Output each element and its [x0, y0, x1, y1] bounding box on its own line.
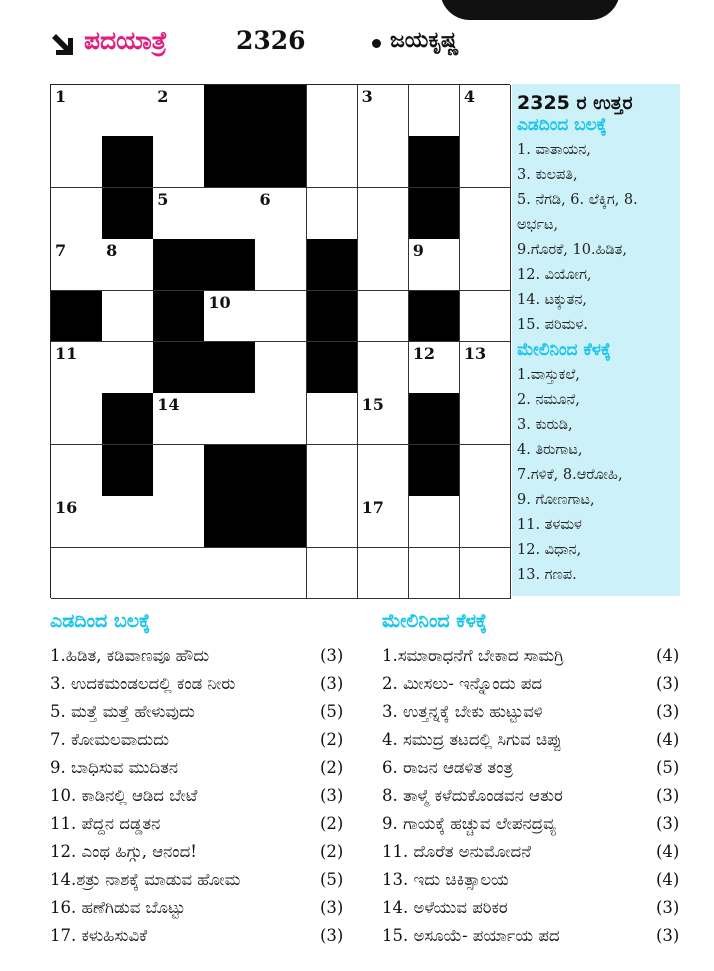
grid-cell[interactable]	[358, 548, 410, 600]
grid-cell[interactable]	[358, 291, 410, 343]
grid-cell-black	[102, 393, 154, 445]
grid-cell-black	[204, 85, 256, 137]
clue-length: (5)	[656, 758, 680, 777]
grid-cell[interactable]	[307, 445, 359, 497]
clue-length: (3)	[320, 926, 344, 945]
clue-row	[50, 898, 350, 926]
clue-row	[382, 898, 682, 926]
clue-number: 4	[463, 87, 476, 106]
answer-line: ಅರ್ಭಟ,	[517, 217, 559, 233]
crossword-grid	[50, 84, 510, 598]
grid-cell-black	[255, 445, 307, 497]
clue-row	[382, 730, 682, 758]
grid-cell-black	[409, 393, 461, 445]
clue-number: 14	[157, 395, 180, 415]
answers-down-heading: ಮೇಲಿನಿಂದ ಕೆಳಕ್ಕೆ	[517, 340, 611, 360]
grid-cell-black	[409, 136, 461, 188]
clue-text: 13. ಇದು ಚಿಕಿತ್ಸಾಲಯ	[382, 870, 509, 889]
grid-cell[interactable]	[102, 239, 154, 291]
clue-row	[50, 702, 350, 730]
grid-cell-black	[409, 445, 461, 497]
clue-text: 14. ಅಳೆಯುವ ಪರಿಕರ	[382, 898, 508, 917]
grid-cell[interactable]	[255, 291, 307, 343]
clue-length: (3)	[656, 814, 680, 833]
clue-row	[50, 730, 350, 758]
grid-cell[interactable]	[153, 548, 205, 600]
clue-text: 10. ಕಾಡಿನಲ್ಲಿ ಆಡಿದ ಬೇಟೆ	[50, 786, 198, 805]
grid-cell[interactable]	[51, 393, 103, 445]
clue-text: 4. ಸಮುದ್ರ ತಟದಲ್ಲಿ ಸಿಗುವ ಚಿಪ್ಪು	[382, 730, 562, 749]
clue-length: (3)	[320, 674, 344, 693]
grid-cell[interactable]	[153, 496, 205, 548]
clue-length: (3)	[320, 646, 344, 665]
clue-text: 8. ತಾಳ್ಮೆ ಕಳೆದುಕೊಂಡವನ ಆತುರ	[382, 786, 563, 805]
answer-line: 12. ವಿಧಾನ,	[517, 542, 582, 558]
clue-text: 1.ಹಿಡಿತ, ಕಡಿವಾಣವೂ ಹೌದು	[50, 646, 210, 665]
grid-cell-black	[102, 136, 154, 188]
grid-cell[interactable]	[307, 548, 359, 600]
grid-cell[interactable]	[307, 496, 359, 548]
answer-line: 9. ಗೋಣಗಾಟ,	[517, 492, 595, 508]
grid-cell[interactable]	[255, 239, 307, 291]
grid-cell[interactable]	[102, 342, 154, 394]
bullet-dot	[372, 39, 381, 48]
clue-row	[382, 786, 682, 814]
clue-text: 6. ರಾಜನ ಆಡಳಿತ ತಂತ್ರ	[382, 758, 513, 777]
answer-line: 15. ಪರಿಮಳ.	[517, 317, 588, 333]
grid-cell[interactable]	[51, 85, 103, 137]
grid-cell-black	[204, 496, 256, 548]
clue-number: 15	[361, 395, 384, 415]
clue-row	[382, 646, 682, 674]
clue-length: (3)	[656, 786, 680, 805]
clue-number: 12	[412, 344, 436, 363]
grid-cell-black	[102, 188, 154, 240]
grid-cell[interactable]	[307, 136, 359, 188]
answer-line: 9.ಗೊರಕೆ, 10.ಹಿಡಿತ,	[517, 242, 627, 258]
grid-cell-black	[204, 445, 256, 497]
clue-number: 11	[55, 344, 78, 363]
clue-number: 17	[361, 498, 384, 518]
clue-number: 7	[55, 241, 67, 261]
grid-cell[interactable]	[307, 85, 359, 137]
clue-text: 3. ಉತ್ತನ್ನಕ್ಕೆ ಬೇಕು ಹುಟ್ಟುವಳಿ	[382, 702, 543, 721]
grid-cell[interactable]	[51, 342, 103, 394]
grid-cell[interactable]	[153, 393, 205, 445]
clue-row	[382, 674, 682, 702]
clue-text: 5. ಮತ್ತೆ ಮತ್ತೆ ಹೇಳುವುದು	[50, 702, 195, 721]
grid-cell[interactable]	[460, 393, 512, 445]
grid-cell[interactable]	[409, 85, 461, 137]
clue-row	[382, 926, 682, 954]
grid-cell-black	[204, 342, 256, 394]
clue-length: (4)	[656, 842, 680, 861]
grid-cell[interactable]	[409, 496, 461, 548]
grid-cell[interactable]	[153, 445, 205, 497]
answers-across-heading: ಎಡದಿಂದ ಬಲಕ್ಕೆ	[517, 115, 607, 135]
grid-cell-black	[204, 239, 256, 291]
puzzle-number: 2326	[236, 26, 306, 55]
answer-line: 1. ವಾತಾಯನ,	[517, 142, 591, 158]
clue-row	[50, 870, 350, 898]
grid-cell-black	[255, 496, 307, 548]
header	[50, 26, 690, 66]
grid-cell[interactable]	[307, 188, 359, 240]
puzzle-title: ಪದಯಾತ್ರೆ	[84, 26, 168, 55]
grid-cell-black	[102, 445, 154, 497]
clues-down-list	[382, 646, 682, 954]
grid-cell[interactable]	[460, 188, 512, 240]
clue-text: 14.ಶತ್ರು ನಾಶಕ್ಕೆ ಮಾಡುವ ಹೋಮ	[50, 870, 241, 889]
grid-cell[interactable]	[51, 136, 103, 188]
clue-length: (4)	[656, 730, 680, 749]
answer-line: 3. ಕುಲಪತಿ,	[517, 167, 578, 183]
grid-cell[interactable]	[460, 548, 512, 600]
clue-number: 9	[412, 241, 424, 261]
grid-cell[interactable]	[204, 188, 256, 240]
grid-cell[interactable]	[358, 136, 410, 188]
clue-row	[50, 674, 350, 702]
grid-cell[interactable]	[358, 188, 410, 240]
grid-cell[interactable]	[307, 393, 359, 445]
clue-length: (4)	[656, 870, 680, 889]
clue-row	[50, 758, 350, 786]
clue-text: 7. ಕೋಮಲವಾದುದು	[50, 730, 169, 749]
answer-line: 12. ವಿಯೋಗ,	[517, 267, 592, 283]
grid-cell-black	[255, 136, 307, 188]
grid-cell[interactable]	[153, 188, 205, 240]
grid-cell-black	[307, 291, 359, 343]
clues-down-heading: ಮೇಲಿನಿಂದ ಕೆಳಕ್ಕೆ	[382, 610, 488, 632]
grid-cell[interactable]	[153, 85, 205, 137]
answer-line: 13. ಗಣಪ.	[517, 567, 577, 583]
clue-number: 10	[208, 292, 231, 312]
clue-length: (2)	[320, 842, 344, 861]
clue-length: (2)	[320, 758, 344, 777]
clue-length: (5)	[320, 870, 344, 889]
clue-length: (5)	[320, 702, 344, 721]
grid-cell[interactable]	[358, 496, 410, 548]
grid-cell[interactable]	[102, 291, 154, 343]
decorative-blob	[440, 0, 620, 20]
grid-cell[interactable]	[460, 445, 512, 497]
clue-row	[50, 646, 350, 674]
answer-line: 14. ಟಕ್ಕುತನ,	[517, 292, 588, 308]
grid-cell[interactable]	[460, 85, 512, 137]
grid-cell[interactable]	[358, 393, 410, 445]
answer-line: 4. ತಿರುಗಾಟ,	[517, 442, 583, 458]
clue-row	[50, 926, 350, 954]
clue-row	[382, 758, 682, 786]
answer-line: 2. ನಮೂನೆ,	[517, 392, 580, 408]
answer-line: 7.ಗಳಿಕೆ, 8.ಆರೋಹಿ,	[517, 467, 623, 483]
clue-row	[50, 842, 350, 870]
grid-cell-black	[51, 291, 103, 343]
grid-cell[interactable]	[204, 393, 256, 445]
clue-length: (2)	[320, 730, 344, 749]
grid-cell[interactable]	[409, 342, 461, 394]
clue-length: (3)	[656, 898, 680, 917]
grid-cell-black	[153, 239, 205, 291]
grid-cell[interactable]	[51, 188, 103, 240]
grid-cell[interactable]	[51, 496, 103, 548]
clue-length: (2)	[320, 814, 344, 833]
grid-cell[interactable]	[51, 239, 103, 291]
grid-cell-black	[307, 239, 359, 291]
clue-length: (3)	[656, 674, 680, 693]
clue-text: 12. ಎಂಥ ಹಿಗ್ಗು, ಆನಂದ!	[50, 842, 197, 861]
clue-row	[50, 814, 350, 842]
grid-cell[interactable]	[409, 239, 461, 291]
grid-cell-black	[307, 342, 359, 394]
grid-cell[interactable]	[255, 548, 307, 600]
grid-cell[interactable]	[102, 496, 154, 548]
clue-text: 2. ಮೀಸಲು- ಇನ್ನೊಂದು ಪದ	[382, 674, 543, 693]
grid-cell[interactable]	[358, 445, 410, 497]
clue-row	[382, 870, 682, 898]
previous-answers-panel	[512, 84, 680, 596]
grid-cell[interactable]	[153, 136, 205, 188]
grid-cell[interactable]	[204, 291, 256, 343]
grid-cell[interactable]	[358, 239, 410, 291]
grid-cell[interactable]	[102, 548, 154, 600]
grid-cell[interactable]	[358, 85, 410, 137]
clue-number: 16	[55, 498, 78, 518]
clue-length: (3)	[656, 702, 680, 721]
clue-text: 15. ಅಸೂಯೆ- ಪರ್ಯಾಯ ಪದ	[382, 926, 560, 945]
clue-number: 6	[259, 189, 271, 209]
grid-cell-black	[409, 291, 461, 343]
answers-down-list	[517, 363, 680, 588]
clue-text: 11. ಪೆದ್ದನ ದಡ್ಡತನ	[50, 814, 161, 833]
clue-text: 3. ಉದಕಮಂಡಲದಲ್ಲಿ ಕಂಡ ನೀರು	[50, 674, 236, 693]
grid-cell[interactable]	[460, 496, 512, 548]
clue-text: 9. ಗಾಯಕ್ಕೆ ಹಚ್ಚುವ ಲೇಪನದ್ರವ್ಯ	[382, 814, 556, 833]
grid-cell[interactable]	[460, 136, 512, 188]
clue-text: 1.ಸಮಾರಾಧನೆಗೆ ಬೇಕಾದ ಸಾಮಗ್ರಿ	[382, 646, 564, 665]
clue-number: 2	[157, 87, 169, 106]
clue-number: 5	[157, 189, 169, 209]
clue-row	[382, 842, 682, 870]
clues-across-heading: ಎಡದಿಂದ ಬಲಕ್ಕೆ	[50, 610, 151, 632]
clue-row	[50, 786, 350, 814]
clue-text: 11. ದೊರೆತ ಅನುಮೋದನೆ	[382, 842, 532, 861]
clue-row	[382, 702, 682, 730]
answer-line: 5. ನೆಗಡಿ, 6. ಲೆಕ್ಕಿಗ, 8.	[517, 192, 638, 208]
grid-cell[interactable]	[255, 188, 307, 240]
grid-cell[interactable]	[460, 239, 512, 291]
answer-line: 1.ವಾಸ್ತುಕಲೆ,	[517, 367, 580, 383]
answers-across-list	[517, 138, 680, 338]
clue-length: (3)	[320, 898, 344, 917]
clue-number: 8	[106, 241, 118, 261]
clue-length: (4)	[656, 646, 680, 665]
clue-number: 1	[55, 87, 67, 106]
clue-text: 9. ಬಾಧಿಸುವ ಮುದಿತನ	[50, 758, 179, 777]
grid-cell-black	[409, 188, 461, 240]
grid-cell[interactable]	[409, 548, 461, 600]
grid-cell-black	[153, 291, 205, 343]
grid-cell-black	[204, 136, 256, 188]
grid-cell[interactable]	[102, 85, 154, 137]
grid-cell[interactable]	[255, 393, 307, 445]
grid-cell[interactable]	[460, 342, 512, 394]
author-name: ಜಯಕೃಷ್ಣ	[390, 28, 459, 53]
clue-row	[382, 814, 682, 842]
previous-answers-title: 2325 ರ ಉತ್ತರ	[517, 92, 633, 114]
grid-cell-black	[153, 342, 205, 394]
clue-length: (3)	[320, 786, 344, 805]
clues-across-list	[50, 646, 350, 954]
answer-line: 11. ತಳಮಳ	[517, 517, 582, 533]
grid-cell[interactable]	[255, 342, 307, 394]
grid-cell[interactable]	[204, 548, 256, 600]
grid-cell[interactable]	[460, 291, 512, 343]
grid-cell[interactable]	[51, 548, 103, 600]
clue-number: 13	[463, 344, 487, 363]
grid-cell[interactable]	[51, 445, 103, 497]
clue-text: 16. ಹಣೆಗಿಡುವ ಬೊಟ್ಟು	[50, 898, 186, 917]
clue-length: (3)	[656, 926, 680, 945]
grid-cell-black	[255, 85, 307, 137]
answer-line: 3. ಕುರುಡಿ,	[517, 417, 573, 433]
clue-text: 17. ಕಳುಹಿಸುವಿಕೆ	[50, 926, 148, 945]
clue-number: 3	[361, 87, 373, 106]
grid-cell[interactable]	[358, 342, 410, 394]
arrow-down-right-icon	[50, 32, 76, 58]
